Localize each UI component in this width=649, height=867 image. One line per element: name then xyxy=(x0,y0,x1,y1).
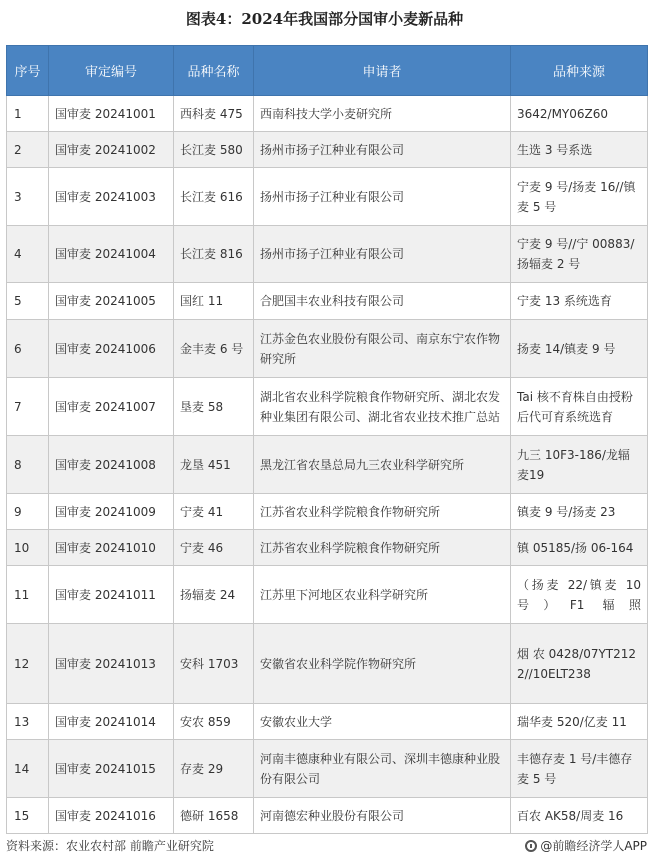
cell-variety-origin: 烟 农 0428/07YT2122//10ELT238 xyxy=(511,624,648,704)
table-row xyxy=(7,283,648,320)
cell-variety-origin: 扬麦 14/镇麦 9 号 xyxy=(511,320,648,378)
cell-approval-number: 国审麦 20241016 xyxy=(49,798,174,834)
cell-variety-origin: 九三 10F3-186/龙辐麦19 xyxy=(511,436,648,494)
cell-variety-origin: 宁麦 9 号/扬麦 16//镇麦 5 号 xyxy=(511,168,648,226)
table-row xyxy=(7,168,648,226)
cell-variety-name: 长江麦 616 xyxy=(174,168,254,226)
cell-variety-name: 金丰麦 6 号 xyxy=(174,320,254,378)
cell-variety-origin: 生选 3 号系选 xyxy=(511,132,648,168)
cell-variety-name: 宁麦 41 xyxy=(174,494,254,530)
cell-approval-number: 国审麦 20241008 xyxy=(49,436,174,494)
cell-index: 7 xyxy=(7,378,49,436)
cell-variety-name: 扬辐麦 24 xyxy=(174,566,254,624)
cell-variety-name: 安农 859 xyxy=(174,704,254,740)
table-row xyxy=(7,530,648,566)
cell-variety-name: 长江麦 580 xyxy=(174,132,254,168)
cell-approval-number: 国审麦 20241015 xyxy=(49,740,174,798)
cell-approval-number: 国审麦 20241010 xyxy=(49,530,174,566)
cell-variety-name: 长江麦 816 xyxy=(174,226,254,283)
header-index: 序号 xyxy=(7,46,49,96)
varieties-table xyxy=(6,45,648,834)
table-row xyxy=(7,566,648,624)
cell-variety-name: 垦麦 58 xyxy=(174,378,254,436)
table-row xyxy=(7,132,648,168)
cell-applicant: 湖北省农业科学院粮食作物研究所、湖北农发种业集团有限公司、湖北省农业技术推广总站 xyxy=(254,378,511,436)
cell-applicant: 黑龙江省农垦总局九三农业科学研究所 xyxy=(254,436,511,494)
table-row xyxy=(7,624,648,704)
table-header-row xyxy=(7,46,648,96)
cell-approval-number: 国审麦 20241003 xyxy=(49,168,174,226)
cell-variety-name: 安科 1703 xyxy=(174,624,254,704)
cell-variety-origin: 3642/MY06Z60 xyxy=(511,96,648,132)
table-row xyxy=(7,740,648,798)
cell-applicant: 合肥国丰农业科技有限公司 xyxy=(254,283,511,320)
table-row xyxy=(7,320,648,378)
cell-index: 2 xyxy=(7,132,49,168)
cell-applicant: 江苏省农业科学院粮食作物研究所 xyxy=(254,530,511,566)
cell-approval-number: 国审麦 20241001 xyxy=(49,96,174,132)
cell-applicant: 河南丰德康种业有限公司、深圳丰德康种业股份有限公司 xyxy=(254,740,511,798)
header-variety-name: 品种名称 xyxy=(174,46,254,96)
cell-approval-number: 国审麦 20241004 xyxy=(49,226,174,283)
qianzhan-logo-icon xyxy=(525,840,537,852)
cell-variety-origin: 丰德存麦 1 号/丰德存麦 5 号 xyxy=(511,740,648,798)
cell-variety-origin: Tai 核不育株自由授粉后代可育系统选育 xyxy=(511,378,648,436)
cell-applicant: 西南科技大学小麦研究所 xyxy=(254,96,511,132)
cell-variety-name: 德研 1658 xyxy=(174,798,254,834)
header-variety-origin: 品种来源 xyxy=(511,46,648,96)
cell-index: 8 xyxy=(7,436,49,494)
cell-index: 5 xyxy=(7,283,49,320)
cell-applicant: 安徽农业大学 xyxy=(254,704,511,740)
cell-variety-name: 宁麦 46 xyxy=(174,530,254,566)
cell-applicant: 扬州市扬子江种业有限公司 xyxy=(254,168,511,226)
cell-variety-origin: 瑞华麦 520/亿麦 11 xyxy=(511,704,648,740)
cell-index: 6 xyxy=(7,320,49,378)
cell-index: 12 xyxy=(7,624,49,704)
cell-variety-name: 西科麦 475 xyxy=(174,96,254,132)
cell-applicant: 安徽省农业科学院作物研究所 xyxy=(254,624,511,704)
cell-approval-number: 国审麦 20241006 xyxy=(49,320,174,378)
table-row xyxy=(7,494,648,530)
footer xyxy=(6,836,647,856)
cell-variety-origin: 宁麦 13 系统选育 xyxy=(511,283,648,320)
cell-applicant: 江苏里下河地区农业科学研究所 xyxy=(254,566,511,624)
cell-variety-origin: 镇麦 9 号/扬麦 23 xyxy=(511,494,648,530)
cell-applicant: 扬州市扬子江种业有限公司 xyxy=(254,226,511,283)
cell-index: 13 xyxy=(7,704,49,740)
cell-variety-origin: 宁麦 9 号//宁 00883/扬辐麦 2 号 xyxy=(511,226,648,283)
cell-index: 3 xyxy=(7,168,49,226)
cell-approval-number: 国审麦 20241002 xyxy=(49,132,174,168)
cell-index: 4 xyxy=(7,226,49,283)
cell-index: 14 xyxy=(7,740,49,798)
cell-index: 1 xyxy=(7,96,49,132)
cell-index: 11 xyxy=(7,566,49,624)
cell-index: 9 xyxy=(7,494,49,530)
table-row xyxy=(7,96,648,132)
header-applicant: 申请者 xyxy=(254,46,511,96)
cell-variety-origin: （扬麦 22/镇麦 10 号）F1 辐照 xyxy=(511,566,648,624)
cell-approval-number: 国审麦 20241009 xyxy=(49,494,174,530)
source-note: 资料来源：农业农村部 前瞻产业研究院 xyxy=(6,839,214,853)
cell-variety-name: 存麦 29 xyxy=(174,740,254,798)
cell-approval-number: 国审麦 20241011 xyxy=(49,566,174,624)
cell-applicant: 江苏省农业科学院粮食作物研究所 xyxy=(254,494,511,530)
table-row xyxy=(7,436,648,494)
cell-applicant: 河南德宏种业股份有限公司 xyxy=(254,798,511,834)
cell-approval-number: 国审麦 20241013 xyxy=(49,624,174,704)
cell-approval-number: 国审麦 20241005 xyxy=(49,283,174,320)
cell-index: 15 xyxy=(7,798,49,834)
cell-approval-number: 国审麦 20241007 xyxy=(49,378,174,436)
page-title: 图表4：2024年我国部分国审小麦新品种 xyxy=(185,10,464,28)
cell-variety-origin: 镇 05185/扬 06-164 xyxy=(511,530,648,566)
cell-variety-origin: 百农 AK58/周麦 16 xyxy=(511,798,648,834)
cell-index: 10 xyxy=(7,530,49,566)
cell-applicant: 扬州市扬子江种业有限公司 xyxy=(254,132,511,168)
cell-approval-number: 国审麦 20241014 xyxy=(49,704,174,740)
brand-credit xyxy=(525,836,647,856)
table-row xyxy=(7,226,648,283)
cell-variety-name: 龙垦 451 xyxy=(174,436,254,494)
cell-applicant: 江苏金色农业股份有限公司、南京东宁农作物研究所 xyxy=(254,320,511,378)
table-row xyxy=(7,798,648,834)
cell-variety-name: 国红 11 xyxy=(174,283,254,320)
table-row xyxy=(7,378,648,436)
brand-text: @前瞻经济学人APP xyxy=(540,839,647,853)
header-approval-number: 审定编号 xyxy=(49,46,174,96)
table-row xyxy=(7,704,648,740)
